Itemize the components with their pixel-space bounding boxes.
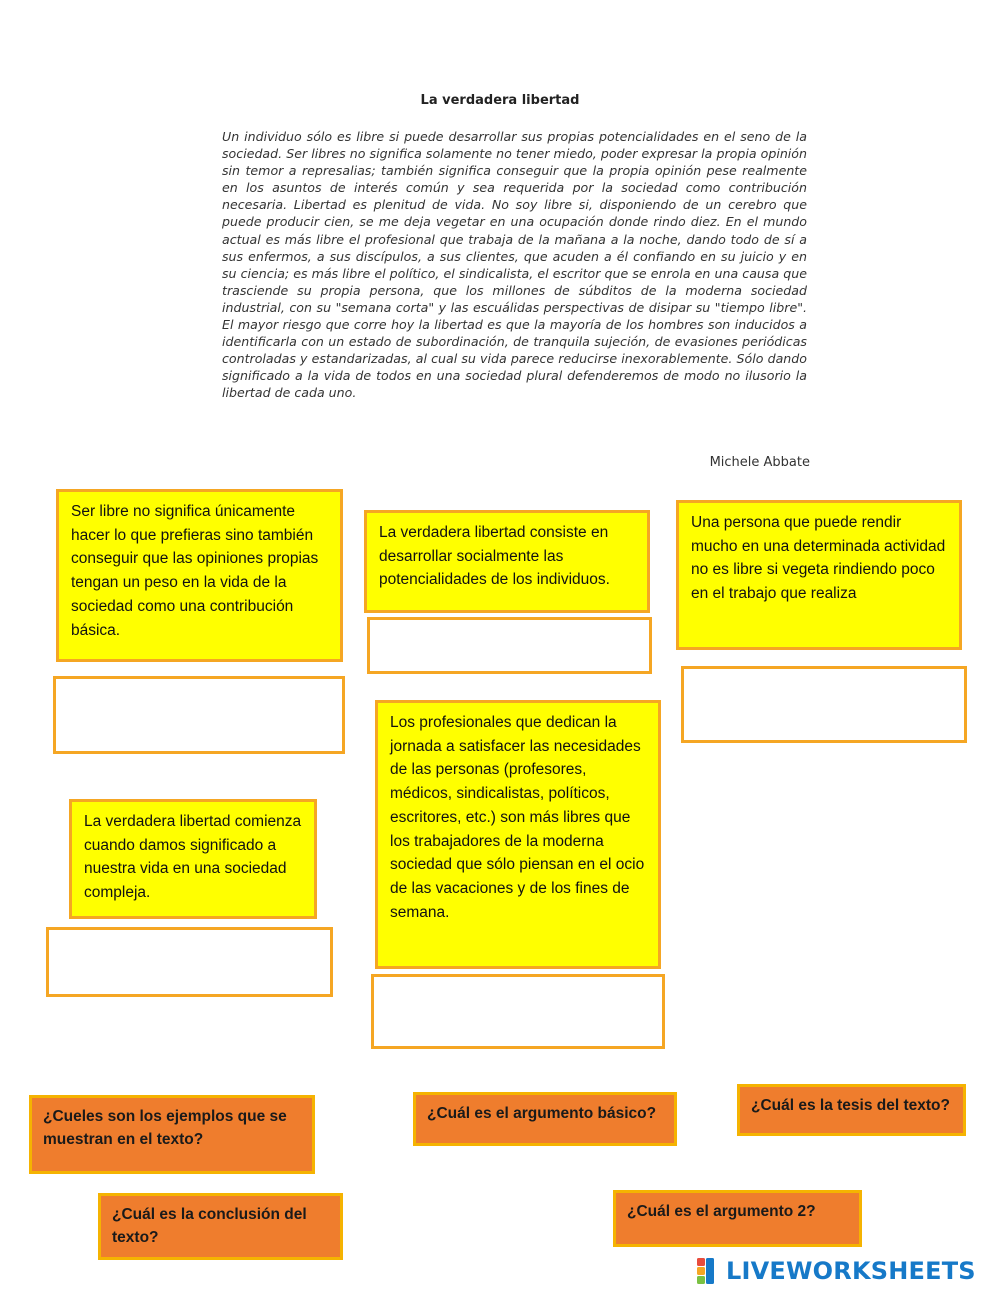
answer-drop-box-3[interactable] (681, 666, 967, 743)
liveworksheets-logo-icon (697, 1258, 723, 1284)
question-label-ejemplos[interactable]: ¿Cueles son los ejemplos que se muestran en el texto? (29, 1095, 315, 1174)
article-author: Michele Abbate (709, 455, 810, 470)
liveworksheets-logo-text: LIVEWORKSHEETS (726, 1257, 976, 1285)
answer-drop-box-1[interactable] (53, 676, 345, 754)
article-title: La verdadera libertad (420, 93, 580, 108)
question-label-argumento-2[interactable]: ¿Cuál es el argumento 2? (613, 1190, 862, 1247)
answer-drop-box-2[interactable] (367, 617, 652, 674)
question-label-argumento-basico[interactable]: ¿Cuál es el argumento básico? (413, 1092, 677, 1146)
statement-card-2: La verdadera libertad consiste en desarrollar socialmente las potencialidades de los individuos. (364, 510, 650, 613)
statement-card-5: La verdadera libertad comienza cuando damos significado a nuestra vida en una sociedad compleja. (69, 799, 317, 919)
article-body: Un individuo sólo es libre si puede desarrollar sus propias potencialidades en el seno de la sociedad. Ser libres no significa solamente no tener miedo, poder expresar la propia opinión sin temor a represalias; también significa conseguir que la propia opinión pese realmente en los asuntos de interés común y sea requerida por la sociedad como contribución necesaria. Libertad es plenitud de vida. No soy libre si, disponiendo de un cerebro que puede producir cien, se me deja vegetar en una ocupación donde rindo diez. En el mundo actual es más libre el profesional que trabaja de la mañana a la noche, dando todo de sí a sus enfermos, a sus discípulos, a sus clientes, que acuden a él confiando en su juicio y en su ciencia; es más libre el político, el sindicalista, el escritor que se enrola en una causa que trasciende su propia persona, que los millones de súbditos de la moderna sociedad industrial, con su "semana corta" y las escuálidas perspectivas de disipar su "tiempo libre". El mayor riesgo que corre hoy la libertad es que la mayoría de los hombres son inducidos a identificarla con un estado de subordinación, de tranquila sujeción, de evasiones periódicas controladas y estandarizadas, al cual su vida parece reducirse inexorablemente. Sólo dando significado a la vida de todos en una sociedad plural defenderemos de modo no ilusorio la libertad de cada uno. (222, 129, 807, 401)
question-label-conclusion[interactable]: ¿Cuál es la conclusión del texto? (98, 1193, 343, 1260)
question-label-tesis[interactable]: ¿Cuál es la tesis del texto? (737, 1084, 966, 1136)
statement-card-4: Los profesionales que dedican la jornada a satisfacer las necesidades de las personas (profesores, médicos, sindicalistas, políticos, escritores, etc.) son más libres que los trabajadores de la moderna sociedad que sólo piensan en el ocio de las vacaciones y de los fines de semana. (375, 700, 661, 969)
answer-drop-box-4[interactable] (46, 927, 333, 997)
statement-card-1: Ser libre no significa únicamente hacer lo que prefieras sino también conseguir que las opiniones propias tengan un peso en la vida de la sociedad como una contribución básica. (56, 489, 343, 662)
statement-card-3: Una persona que puede rendir mucho en una determinada actividad no es libre si vegeta rindiendo poco en el trabajo que realiza (676, 500, 962, 650)
liveworksheets-logo (697, 1256, 976, 1286)
answer-drop-box-5[interactable] (371, 974, 665, 1049)
